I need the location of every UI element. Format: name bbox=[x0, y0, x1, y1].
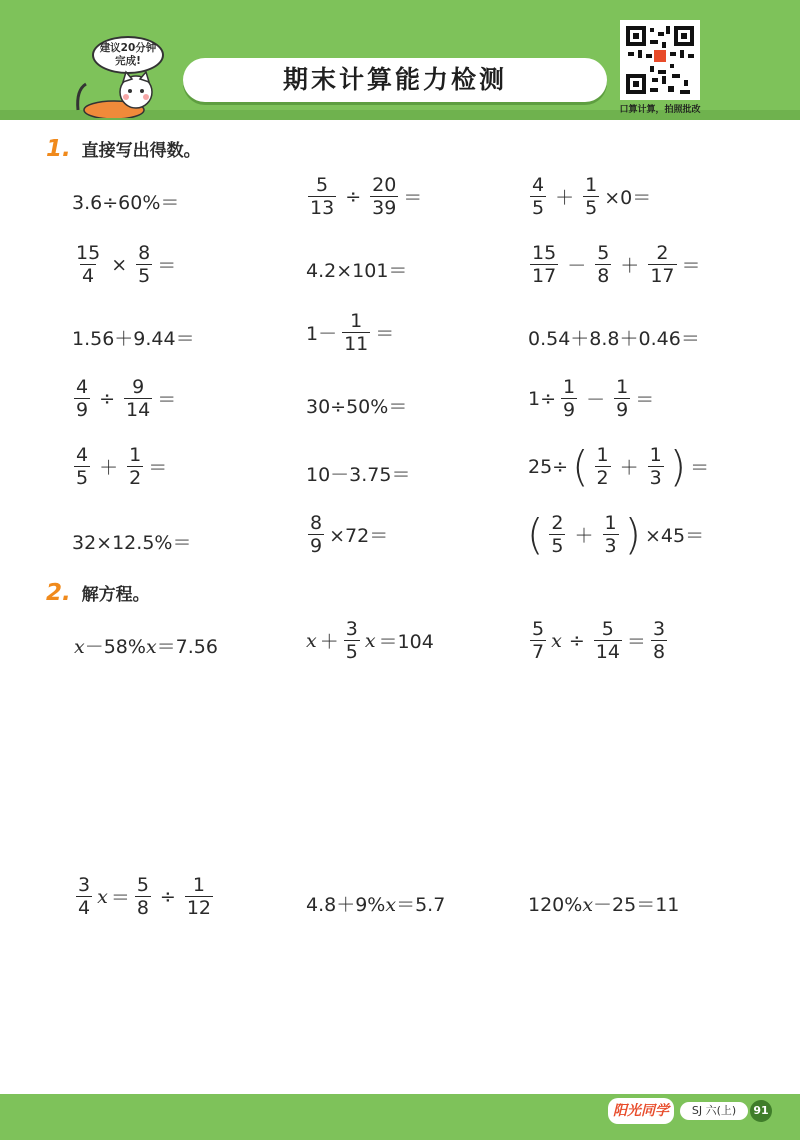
problem-r2c3: $\frac{15}{17}$ － $\frac{5}{8}$ ＋ $\frac{2}{17}$ ＝ bbox=[532, 242, 701, 287]
grade-tag: SJ 六(上) bbox=[680, 1102, 748, 1120]
problem-r5c1: $\frac{4}{5}$ ＋ $\frac{1}{2}$ ＝ bbox=[76, 444, 168, 489]
fraction: $\frac{1}{3}$ bbox=[649, 444, 662, 489]
fraction: $\frac{1}{2}$ bbox=[129, 444, 142, 489]
title-banner bbox=[183, 58, 607, 102]
problem-r4c1: $\frac{4}{9}$ ÷ $\frac{9}{14}$ ＝ bbox=[76, 376, 177, 421]
fraction: $\frac{8}{5}$ bbox=[138, 242, 151, 287]
equation-3: $\frac{5}{7}$ x ÷ $\frac{5}{14}$ ＝ $\frac{3}{8}$ bbox=[532, 618, 666, 663]
page-title: 期末计算能力检测 bbox=[282, 65, 507, 94]
fraction: $\frac{3}{8}$ bbox=[652, 618, 666, 663]
problem-r5c2: 10－3.75＝ bbox=[306, 464, 411, 486]
fraction: $\frac{20}{39}$ bbox=[372, 174, 397, 219]
fraction: $\frac{1}{3}$ bbox=[604, 512, 617, 557]
problem-r1c1: 3.6÷60%＝ bbox=[72, 192, 180, 214]
problem-r1c2: $\frac{5}{13}$ ÷ $\frac{20}{39}$ ＝ bbox=[310, 174, 423, 219]
fraction: $\frac{9}{14}$ bbox=[126, 376, 151, 421]
fraction: $\frac{1}{11}$ bbox=[344, 310, 369, 355]
problem-r2c1: $\frac{15}{4}$ × $\frac{8}{5}$ ＝ bbox=[76, 242, 177, 287]
fraction: $\frac{1}{2}$ bbox=[596, 444, 609, 489]
fraction: $\frac{8}{9}$ bbox=[310, 512, 323, 557]
section-2-heading bbox=[46, 580, 150, 606]
fraction: $\frac{15}{4}$ bbox=[76, 242, 101, 287]
problem-r6c3: ( $\frac{2}{5}$ ＋ $\frac{1}{3}$ ) ×45＝ bbox=[527, 509, 705, 559]
problem-r2c2: 4.2×101＝ bbox=[306, 260, 408, 282]
fraction: $\frac{2}{17}$ bbox=[650, 242, 675, 287]
problem-r3c3: 0.54＋8.8＋0.46＝ bbox=[528, 328, 700, 350]
qr-code-icon[interactable] bbox=[620, 20, 700, 100]
fraction: $\frac{15}{17}$ bbox=[532, 242, 557, 287]
fraction: $\frac{5}{7}$ bbox=[532, 618, 545, 663]
section-1-heading bbox=[46, 136, 201, 162]
fraction: $\frac{3}{4}$ bbox=[78, 874, 91, 919]
equation-2: x ＋ $\frac{3}{5}$ x ＝104 bbox=[306, 618, 434, 663]
bubble-line-2: 完成! bbox=[115, 55, 141, 67]
fraction: $\frac{4}{9}$ bbox=[76, 376, 89, 421]
fraction: $\frac{3}{5}$ bbox=[345, 618, 358, 663]
problem-r3c2: 1－ $\frac{1}{11}$ ＝ bbox=[306, 310, 395, 355]
section-1-number: 1. bbox=[46, 136, 71, 162]
fraction: $\frac{1}{9}$ bbox=[563, 376, 576, 421]
bubble-line-1: 建议20分钟 bbox=[99, 42, 157, 54]
problem-r5c3: 25÷ ( $\frac{1}{2}$ ＋ $\frac{1}{3}$ ) ＝ bbox=[528, 441, 710, 491]
equation-4: $\frac{3}{4}$ x ＝ $\frac{5}{8}$ ÷ $\frac{1}{12}$ bbox=[78, 874, 212, 919]
equation-6: 120%x－25＝11 bbox=[528, 894, 680, 916]
fraction: $\frac{4}{5}$ bbox=[76, 444, 89, 489]
problem-r6c2: $\frac{8}{9}$ ×72＝ bbox=[310, 512, 389, 557]
problem-r3c1: 1.56＋9.44＝ bbox=[72, 328, 195, 350]
section-1-title: 直接写出得数。 bbox=[81, 141, 201, 161]
qr-caption: 口算计算，拍照批改 bbox=[619, 105, 701, 115]
page-number: 91 bbox=[750, 1100, 772, 1122]
problem-r6c1: 32×12.5%＝ bbox=[72, 532, 192, 554]
fraction: $\frac{5}{14}$ bbox=[595, 618, 620, 663]
fraction: $\frac{1}{5}$ bbox=[585, 174, 598, 219]
problem-r4c2: 30÷50%＝ bbox=[306, 396, 408, 418]
publisher-logo: 阳光同学 bbox=[608, 1098, 674, 1124]
equation-1: x－58%x＝7.56 bbox=[74, 636, 218, 658]
section-2-title: 解方程。 bbox=[81, 585, 150, 605]
cat-mascot-icon bbox=[74, 70, 166, 118]
fraction: $\frac{5}{8}$ bbox=[136, 874, 149, 919]
problem-r1c3: $\frac{4}{5}$ ＋ $\frac{1}{5}$ ×0＝ bbox=[532, 174, 652, 219]
section-2-number: 2. bbox=[46, 580, 71, 606]
speech-bubble bbox=[92, 36, 164, 74]
fraction: $\frac{5}{13}$ bbox=[310, 174, 335, 219]
equation-5: 4.8＋9%x＝5.7 bbox=[306, 894, 446, 916]
page-footer bbox=[0, 1094, 800, 1140]
fraction: $\frac{4}{5}$ bbox=[532, 174, 545, 219]
fraction: $\frac{1}{9}$ bbox=[616, 376, 629, 421]
fraction: $\frac{5}{8}$ bbox=[597, 242, 610, 287]
fraction: $\frac{1}{12}$ bbox=[186, 874, 212, 919]
fraction: $\frac{2}{5}$ bbox=[551, 512, 564, 557]
problem-r4c3: 1÷ $\frac{1}{9}$ － $\frac{1}{9}$ ＝ bbox=[528, 376, 655, 421]
